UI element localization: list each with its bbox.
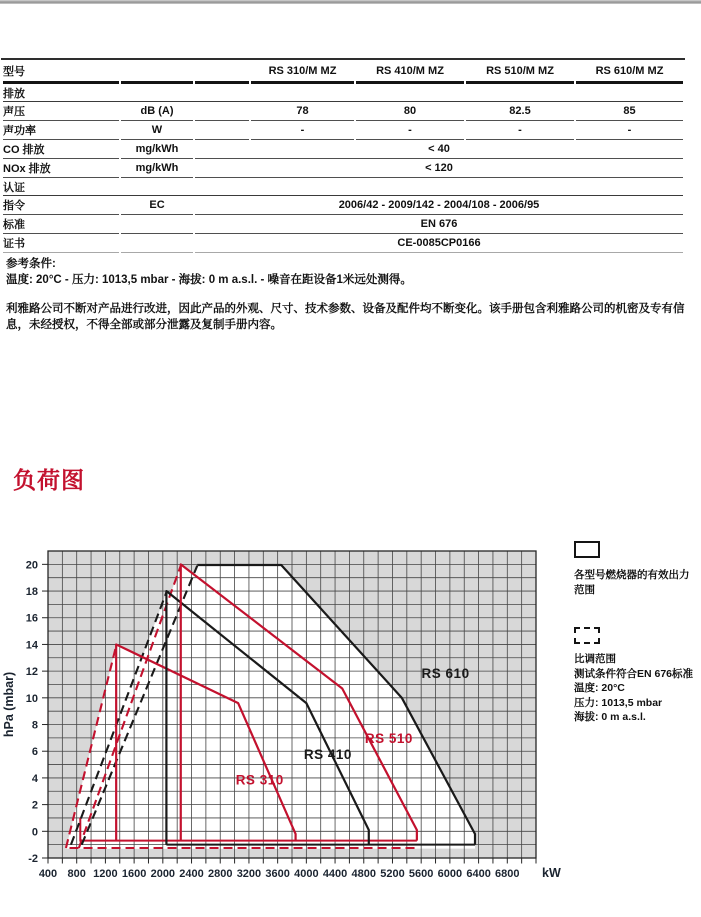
row-label-model: 型号 <box>3 60 119 84</box>
span-value-cell: < 40 <box>195 140 683 159</box>
legend-solid-range-icon <box>574 541 600 558</box>
unit-cell <box>121 215 193 234</box>
y-axis-tick-label: 18 <box>25 586 38 599</box>
spec-table <box>1 58 685 253</box>
value-cell: 85 <box>576 102 683 121</box>
x-axis-tick-label: 800 <box>67 868 86 880</box>
y-axis-tick-label: 4 <box>31 772 38 785</box>
legend-modulation-label: 比调范围 <box>574 653 616 665</box>
section-title-load-diagram: 负荷图 <box>13 467 85 493</box>
table-row <box>3 84 683 102</box>
x-axis-tick-label: 4400 <box>322 868 348 880</box>
model-name-cell: RS 310/M MZ <box>251 60 354 84</box>
x-axis-tick-label: 6000 <box>437 868 463 880</box>
x-axis-tick-label: 6400 <box>466 868 491 880</box>
y-axis-tick-label: 10 <box>25 692 38 705</box>
x-axis-tick-label: 400 <box>38 868 58 880</box>
model-name-cell: RS 410/M MZ <box>356 60 464 84</box>
reference-conditions-heading: 参考条件: <box>6 258 56 270</box>
gap-cell <box>195 60 249 84</box>
row-label: 证书 <box>3 234 119 253</box>
x-axis-tick-label: 6800 <box>495 868 520 880</box>
value-cell: - <box>576 121 683 140</box>
value-cell: 78 <box>251 102 354 121</box>
section-row-label: 排放 <box>3 84 683 102</box>
x-axis-tick-label: 3200 <box>236 868 262 880</box>
spec-table-section <box>1 58 687 253</box>
table-row <box>3 140 683 159</box>
value-cell: 82.5 <box>466 102 574 121</box>
row-label: 声压 <box>3 102 119 121</box>
model-name-cell: RS 610/M MZ <box>576 60 683 84</box>
row-label: 声功率 <box>3 121 119 140</box>
table-row <box>3 178 683 196</box>
y-axis-tick-label: 16 <box>25 612 38 625</box>
legend-altitude-label: 海拔: 0 m a.s.l. <box>574 711 646 723</box>
table-row <box>3 196 683 215</box>
table-row <box>3 234 683 253</box>
x-axis-unit-label: kW <box>542 866 561 880</box>
legend-dashed-range-icon <box>574 627 600 644</box>
legend-test-standard-label: 测试条件符合EN 676标准 <box>574 667 694 680</box>
table-row <box>3 159 683 178</box>
legend-solid-range-label: 各型号燃烧器的有效出力范围 <box>574 569 690 596</box>
y-axis-tick-label: 2 <box>31 799 38 812</box>
unit-cell: EC <box>121 196 193 215</box>
unit-cell: W <box>121 121 193 140</box>
span-value-cell: 2006/42 - 2009/142 - 2004/108 - 2006/95 <box>195 196 683 215</box>
y-axis-tick-label: 12 <box>25 666 38 679</box>
value-cell: - <box>251 121 354 140</box>
x-axis-tick-label: 5200 <box>380 868 405 880</box>
value-cell: - <box>466 121 574 140</box>
x-axis-tick-label: 2400 <box>179 868 204 880</box>
unit-cell: dB (A) <box>121 102 193 121</box>
y-axis-tick-label: -2 <box>28 853 38 865</box>
unit-cell: mg/kWh <box>121 159 193 178</box>
y-axis-tick-label: 14 <box>25 639 38 652</box>
curve-label-rs-510: RS 510 <box>364 731 413 747</box>
value-cell: - <box>356 121 464 140</box>
curve-label-rs-610: RS 610 <box>421 665 470 681</box>
curve-label-rs-410: RS 410 <box>303 747 352 763</box>
legend-temperature-label: 温度: 20°C <box>574 682 625 694</box>
y-axis-tick-label: 6 <box>31 746 38 759</box>
row-label: 标准 <box>3 215 119 234</box>
unit-cell: mg/kWh <box>121 140 193 159</box>
legend-pressure-label: 压力: 1013,5 mbar <box>574 696 663 709</box>
span-value-cell: CE-0085CP0166 <box>195 234 683 253</box>
y-axis-tick-label: 0 <box>31 826 38 839</box>
x-axis-tick-label: 4800 <box>351 868 377 880</box>
page-top-edge <box>0 0 701 4</box>
load-diagram-chart <box>0 528 570 900</box>
reference-conditions-line: 温度: 20°C - 压力: 1013,5 mbar - 海拔: 0 m a.s.l. - 噪音在距设备1米远处测得。 <box>6 274 412 286</box>
chart-legend <box>574 541 701 725</box>
x-axis-tick-label: 3600 <box>265 868 290 880</box>
row-label: CO 排放 <box>3 140 119 159</box>
span-value-cell: EN 676 <box>195 215 683 234</box>
x-axis-tick-label: 4000 <box>294 868 319 880</box>
row-label: NOx 排放 <box>3 159 119 178</box>
table-row <box>3 121 683 140</box>
unit-cell <box>121 234 193 253</box>
gap-cell <box>195 102 249 121</box>
x-axis-tick-label: 1600 <box>121 868 147 880</box>
y-axis-title: hPa (mbar) <box>2 671 16 738</box>
curve-label-rs-310: RS 310 <box>235 772 284 788</box>
row-label: 指令 <box>3 196 119 215</box>
section-row-label: 认证 <box>3 178 683 196</box>
y-axis-tick-label: 20 <box>25 559 38 572</box>
table-row <box>3 102 683 121</box>
table-row <box>3 215 683 234</box>
x-axis-tick-label: 1200 <box>93 868 118 880</box>
table-row <box>3 60 683 84</box>
unit-cell <box>121 60 193 84</box>
disclaimer-text: 利雅路公司不断对产品进行改进，因此产品的外观、尺寸、技术参数、设备及配件均不断变化。该手册包含利雅路公司的机密及专有信息，未经授权，不得全部或部分泄露及复制手册内容。 <box>6 303 685 331</box>
value-cell: 80 <box>356 102 464 121</box>
reference-notes <box>6 256 698 333</box>
model-name-cell: RS 510/M MZ <box>466 60 574 84</box>
x-axis-tick-label: 5600 <box>408 868 434 880</box>
span-value-cell: < 120 <box>195 159 683 178</box>
x-axis-tick-label: 2800 <box>207 868 233 880</box>
y-axis-tick-label: 8 <box>31 719 38 732</box>
x-axis-tick-label: 2000 <box>150 868 176 880</box>
gap-cell <box>195 121 249 140</box>
